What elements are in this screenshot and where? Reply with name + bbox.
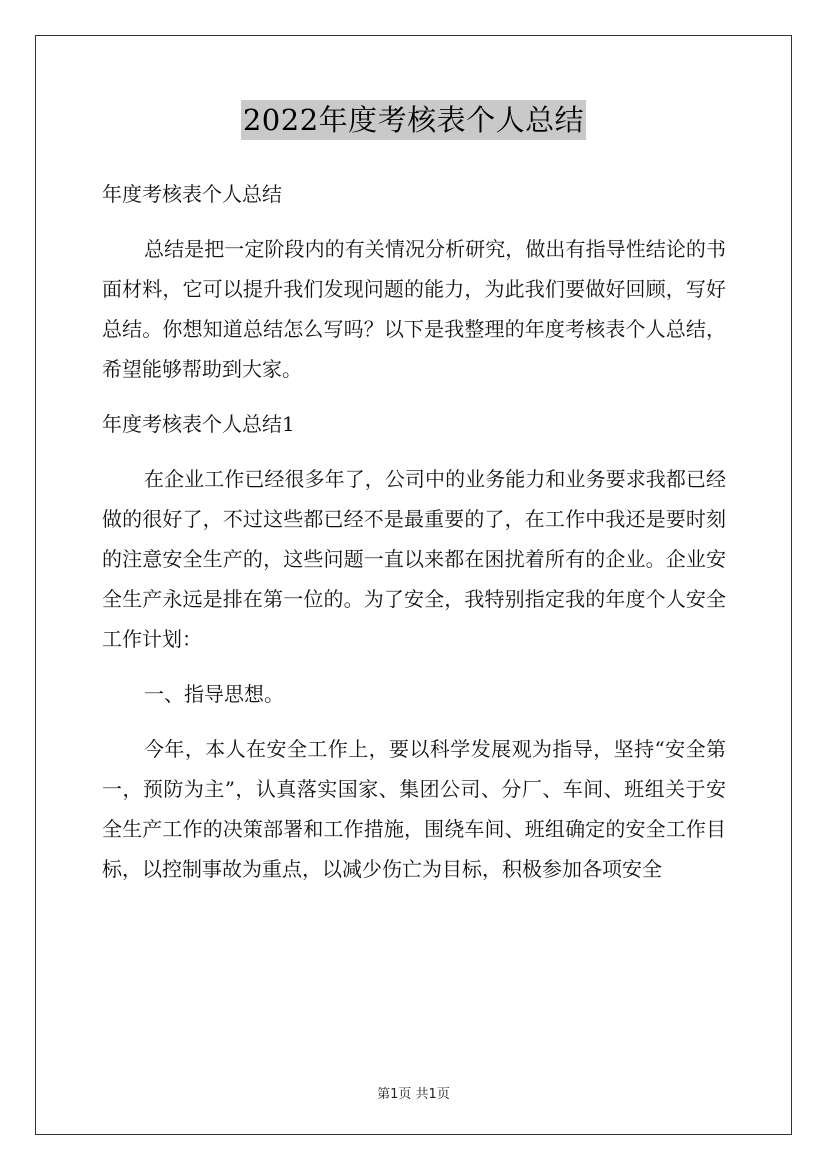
page-number: 第1页 共1页 <box>377 1087 450 1102</box>
body-paragraph: 今年，本人在安全工作上，要以科学发展观为指导，坚持“安全第一，预防为主”，认真落实国家、集团公司、分厂、车间、班组关于安全生产工作的决策部署和工作措施，围绕车间、班组确定的安全工作目标，以控制事故为重点，以减少伤亡为目标，积极参加各项安全 <box>102 737 726 881</box>
subheading: 一、指导思想。 <box>144 682 284 706</box>
document-body <box>102 174 726 889</box>
body-paragraph: 在企业工作已经很多年了，公司中的业务能力和业务要求我都已经做的很好了，不过这些都已经不是最重要的了，在工作中我还是要时刻的注意安全生产的，这些问题一直以来都在困扰着所有的企业。企业安全生产永远是排在第一位的。为了安全，我特别指定我的年度个人安全工作计划： <box>102 467 726 651</box>
section-heading: 年度考核表个人总结1 <box>102 412 295 436</box>
document-title: 2022年度考核表个人总结 <box>241 100 586 140</box>
title-container <box>0 100 827 140</box>
intro-paragraph: 总结是把一定阶段内的有关情况分析研究，做出有指导性结论的书面材料，它可以提升我们发现问题的能力，为此我们要做好回顾，写好总结。你想知道总结怎么写吗？以下是我整理的年度考核表个人总结，希望能够帮助到大家。 <box>102 237 726 381</box>
section-heading: 年度考核表个人总结 <box>102 182 282 206</box>
